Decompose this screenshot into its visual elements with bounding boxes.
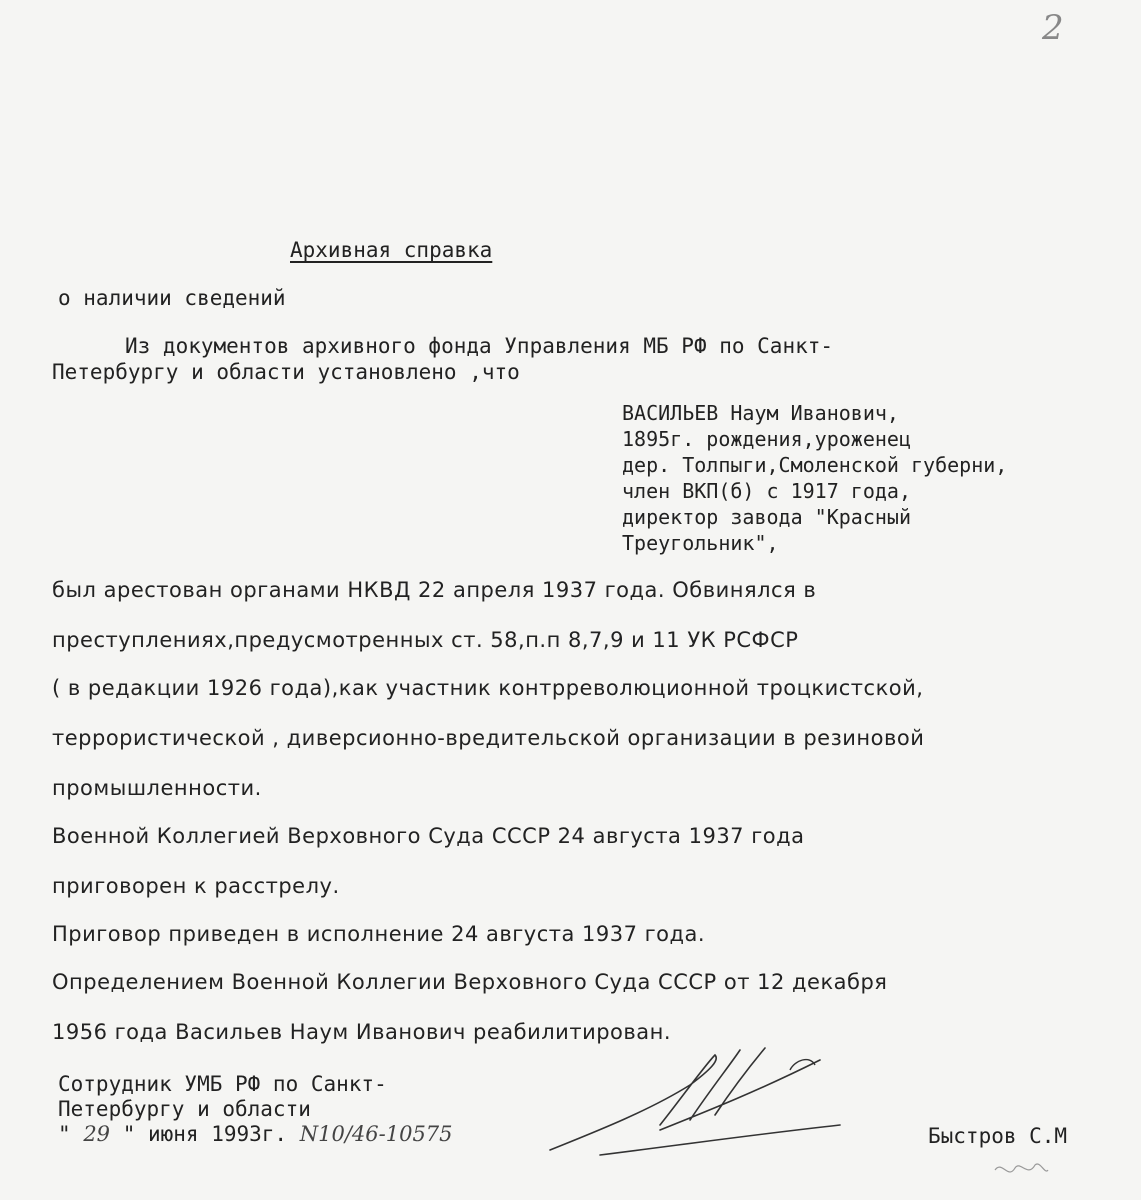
document-subtitle: о наличии сведений xyxy=(58,286,286,310)
body-line: ( в редакции 1926 года),как участник контрреволюционной троцкистской, xyxy=(52,676,924,700)
person-position: директор завода "Красный xyxy=(622,505,911,529)
date-open-quote: " xyxy=(58,1122,71,1146)
reference-number: N10/46-10575 xyxy=(299,1122,453,1146)
intro-line-2: Петербургу и области установлено ,что xyxy=(52,360,520,384)
body-line: промышленности. xyxy=(52,776,262,800)
body-line: Приговор приведен в исполнение 24 августа 1937 года. xyxy=(52,922,706,946)
pencil-mark xyxy=(990,1150,1050,1190)
handwritten-signature xyxy=(540,1030,860,1180)
person-name: ВАСИЛЬЕВ Наум Иванович, xyxy=(622,401,899,425)
body-line: Определением Военной Коллегии Верховного Суда СССР от 12 декабря xyxy=(52,970,888,994)
date-day: 29 xyxy=(83,1122,111,1146)
document-title: Архивная справка xyxy=(290,238,493,262)
page-number: 2 xyxy=(1042,8,1064,48)
signature-block xyxy=(58,1072,453,1147)
signer-title-2: Петербургу и области xyxy=(58,1097,311,1121)
signature-date xyxy=(58,1122,453,1147)
person-birth: 1895г. рождения,уроженец xyxy=(622,427,911,451)
body-line: террористической , диверсионно-вредительской организации в резиновой xyxy=(52,726,925,750)
signer-name: Быстров С.М xyxy=(928,1124,1068,1148)
body-line: преступлениях,предусмотренных ст. 58,п.п 8,7,9 и 11 УК РСФСР xyxy=(52,628,799,652)
intro-line-1: Из документов архивного фонда Управления МБ РФ по Санкт- xyxy=(125,334,834,358)
body-line: 1956 года Васильев Наум Иванович реабилитирован. xyxy=(52,1020,672,1044)
person-details xyxy=(622,400,1007,556)
body-line: приговорен к расстрелу. xyxy=(52,874,340,898)
body-line: был арестован органами НКВД 22 апреля 1937 года. Обвинялся в xyxy=(52,578,817,602)
date-rest: " июня 1993г. xyxy=(122,1122,288,1146)
person-origin: дер. Толпыги,Смоленской губерни, xyxy=(622,453,1008,477)
person-position-cont: Треугольник", xyxy=(622,531,779,555)
person-party: член ВКП(б) с 1917 года, xyxy=(622,479,911,503)
signer-title-1: Сотрудник УМБ РФ по Санкт- xyxy=(58,1072,387,1096)
body-line: Военной Коллегией Верховного Суда СССР 24 августа 1937 года xyxy=(52,824,805,848)
